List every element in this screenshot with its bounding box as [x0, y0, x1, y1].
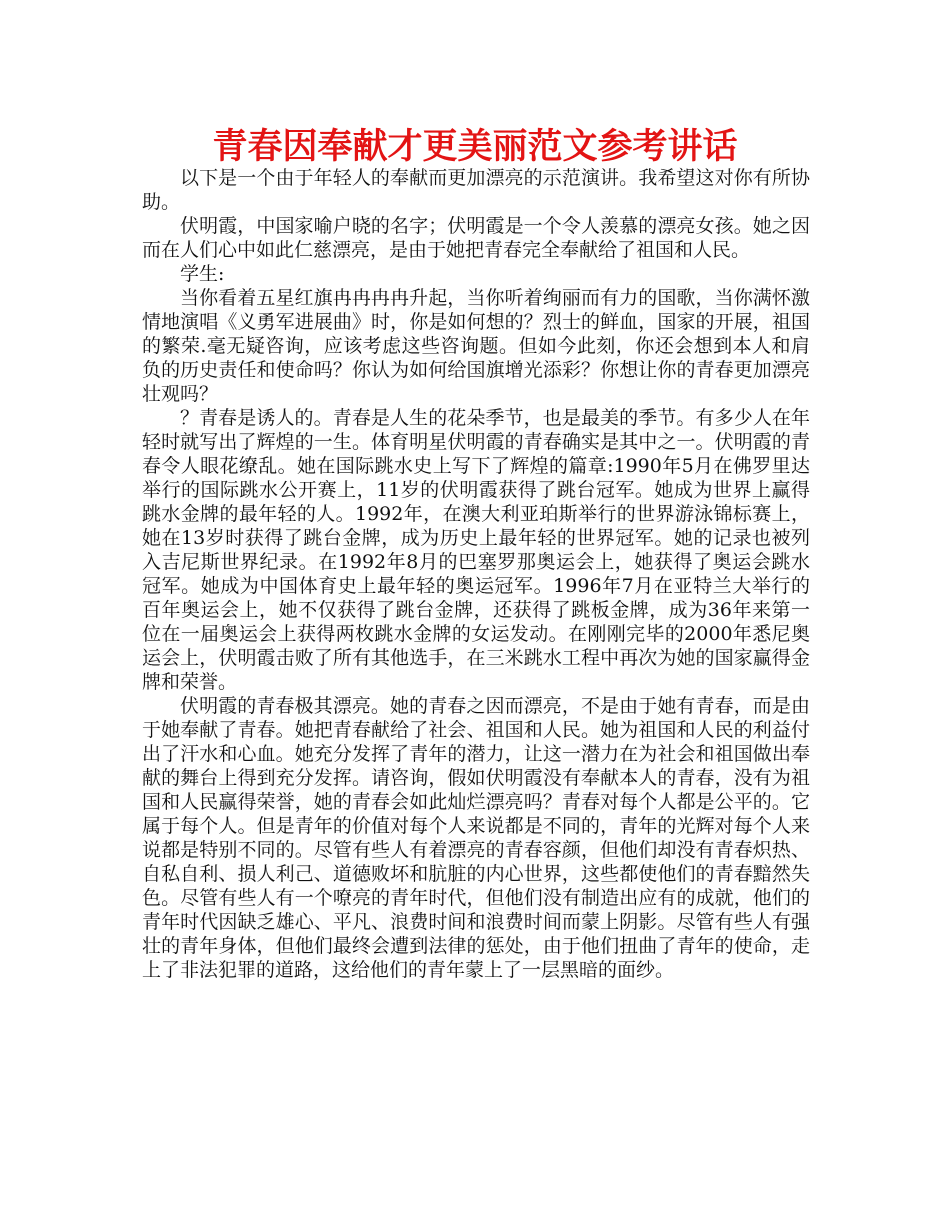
paragraph-youth-value: 伏明霞的青春极其漂亮。她的青春之因而漂亮，不是由于她有青春，而是由于她奉献了青春。她把青春献给了社会、祖国和人民。她为祖国和人民的利益付出了汗水和心血。她充分发挥了青年的潜力，让这一潜力在为社会和祖国做出奉献的舞台上得到充分发挥。请咨询，假如伏明霞没有奉献本人的青春，没有为祖国和人民赢得荣誉，她的青春会如此灿烂漂亮吗？青春对每个人都是公平的。它属于每个人。但是青年的价值对每个人来说都是不同的，青年的光辉对每个人来说都是特别不同的。尽管有些人有着漂亮的青春容颜，但他们却没有青春炽热、自私自利、损人利己、道德败坏和肮脏的内心世界，这些都使他们的青春黯然失色。尽管有些人有一个嘹亮的青年时代，但他们没有制造出应有的成就，他们的青年时代因缺乏雄心、平凡、浪费时间和浪费时间而蒙上阴影。尽管有些人有强壮的青年身体，但他们最终会遭到法律的惩处，由于他们扭曲了青年的使命，走上了非法犯罪的道路，这给他们的青年蒙上了一层黑暗的面纱。	[142, 695, 810, 981]
document-title: 青春因奉献才更美丽范文参考讲话	[212, 127, 738, 167]
document-body	[142, 166, 810, 982]
paragraph-fu-minxia-intro: 伏明霞，中国家喻户晓的名字；伏明霞是一个令人羡慕的漂亮女孩。她之因而在人们心中如此仁慈漂亮，是由于她把青春完全奉献给了祖国和人民。	[142, 215, 810, 261]
paragraph-flag-question: 当你看着五星红旗冉冉冉冉升起，当你听着绚丽而有力的国歌，当你满怀激情地演唱《义勇军进展曲》时，你是如何想的？烈士的鲜血，国家的开展，祖国的繁荣.毫无疑咨询，应该考虑这些咨询题。但如今此刻，你还会想到本人和肩负的历史责任和使命吗？你认为如何给国旗增光添彩？你想让你的青春更加漂亮壮观吗？	[142, 287, 810, 405]
paragraph-salutation: 学生:	[180, 263, 225, 285]
paragraph-intro: 以下是一个由于年轻人的奉献而更加漂亮的示范演讲。我希望这对你有所协助。	[142, 167, 810, 213]
paragraph-youth-achievements: ？青春是诱人的。青春是人生的花朵季节，也是最美的季节。有多少人在年轻时就写出了辉煌的一生。体育明星伏明霞的青春确实是其中之一。伏明霞的青春令人眼花缭乱。她在国际跳水史上写下了辉煌的篇章:1990年5月在佛罗里达举行的国际跳水公开赛上，11岁的伏明霞获得了跳台冠军。她成为世界上赢得跳水金牌的最年轻的人。1992年，在澳大利亚珀斯举行的世界游泳锦标赛上，她在13岁时获得了跳台金牌，成为历史上最年轻的世界冠军。她的记录也被列入吉尼斯世界纪录。在1992年8月的巴塞罗那奥运会上，她获得了奥运会跳水冠军。她成为中国体育史上最年轻的奥运冠军。1996年7月在亚特兰大举行的百年奥运会上，她不仅获得了跳台金牌，还获得了跳板金牌，成为36年来第一位在一届奥运会上获得两枚跳水金牌的女运发动。在刚刚完毕的2000年悉尼奥运会上，伏明霞击败了所有其他选手，在三米跳水工程中再次为她的国家赢得金牌和荣誉。	[142, 407, 810, 693]
